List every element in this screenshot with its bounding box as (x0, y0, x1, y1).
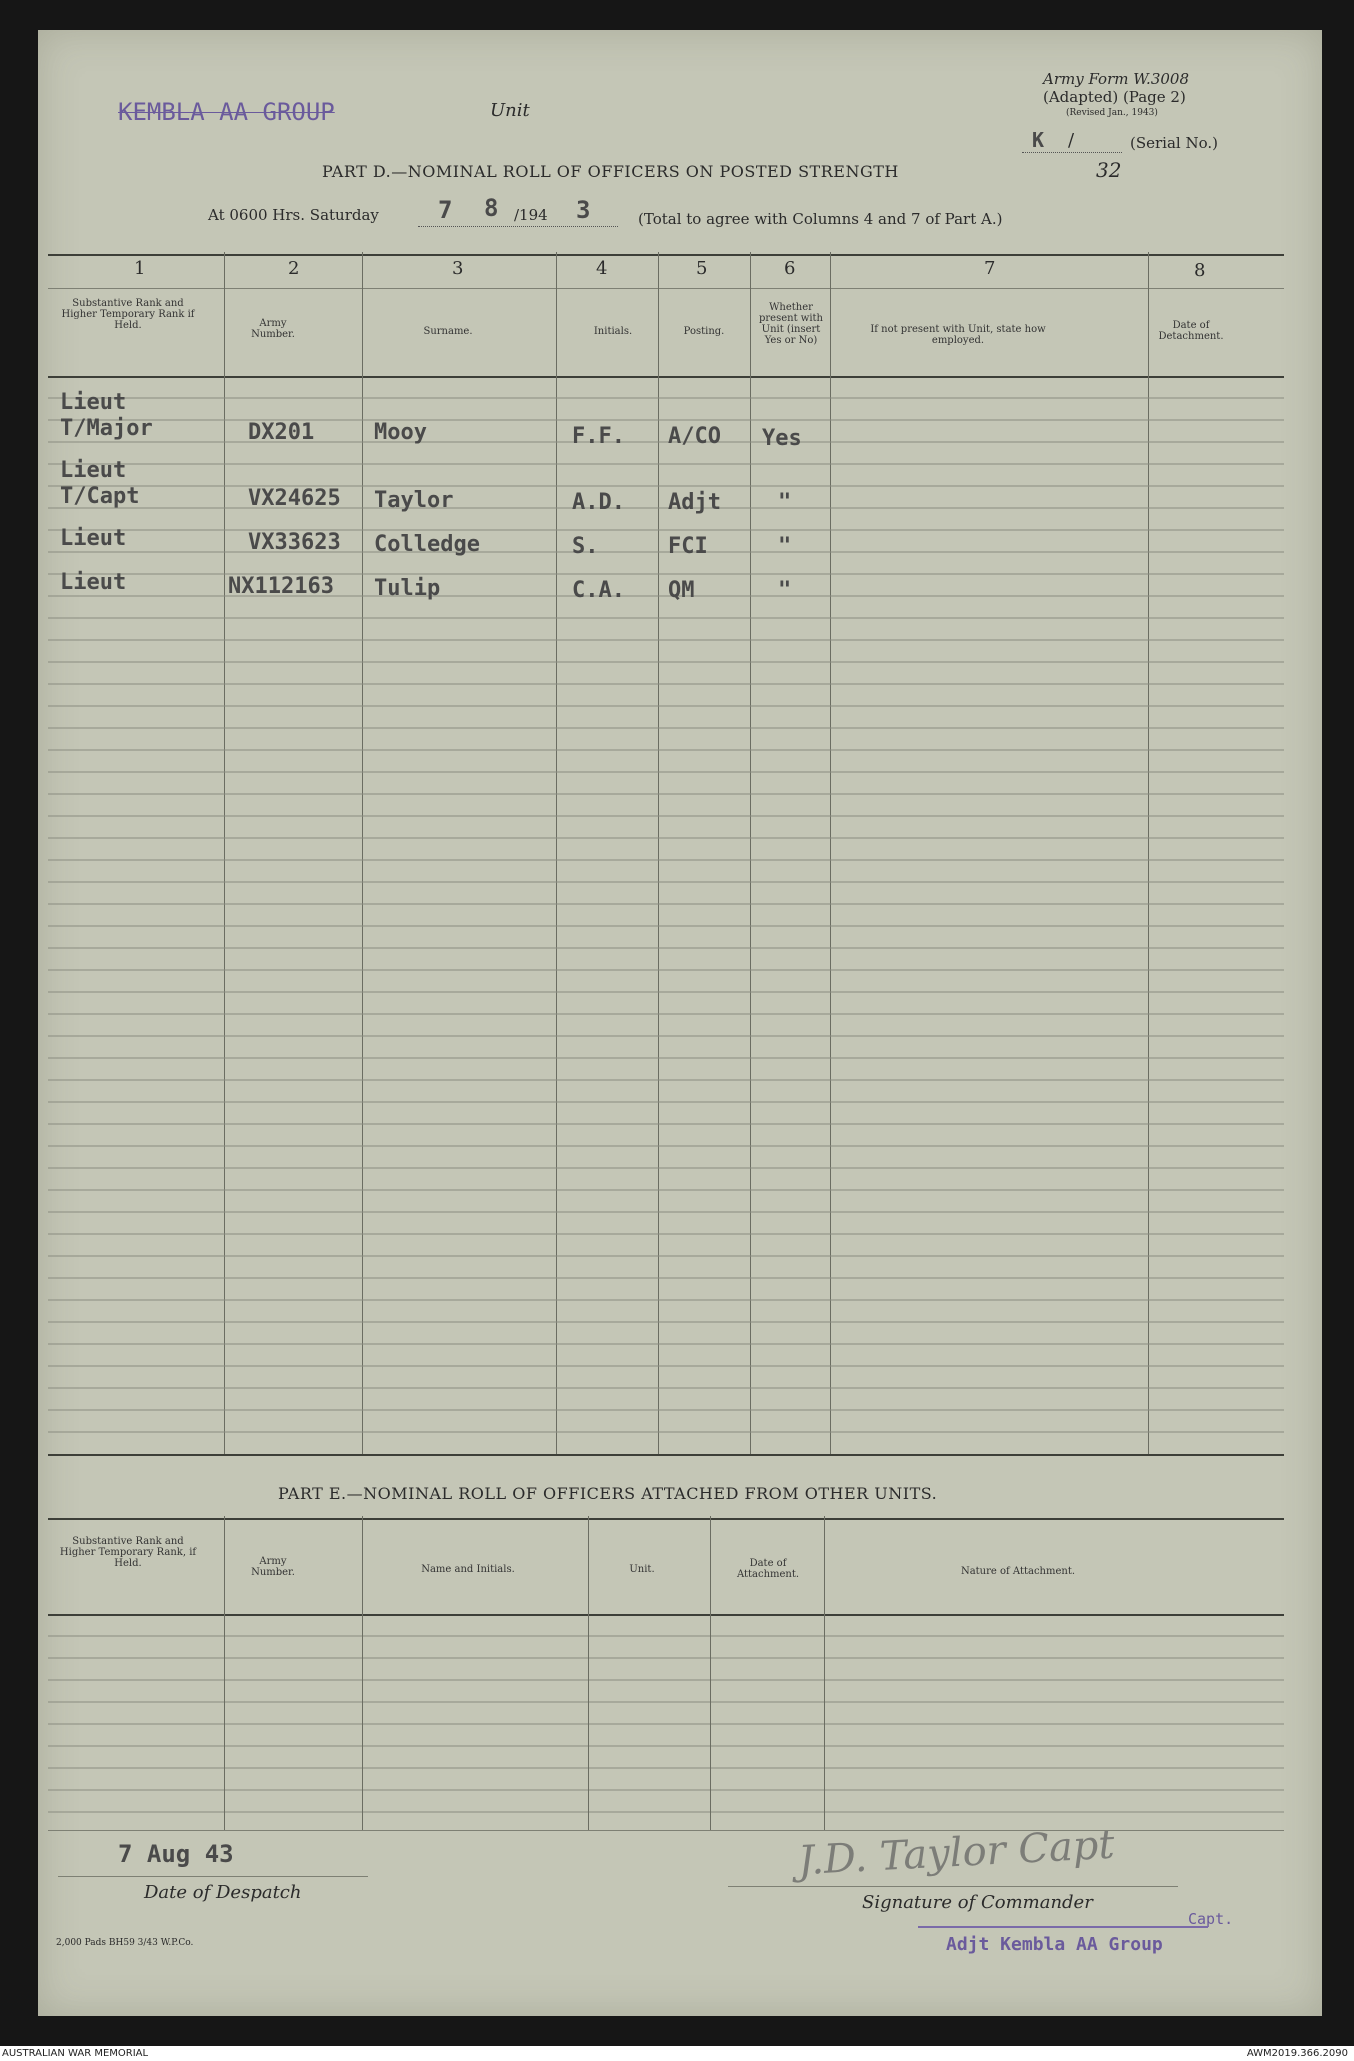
row-1-present: Yes (762, 426, 802, 451)
part-e-header-rank: Substantive Rank and Higher Temporary Rank, if Held. (59, 1536, 197, 1569)
form-revised: (Revised Jan., 1943) (1066, 108, 1158, 118)
capt-stamp: Capt. (1188, 1910, 1234, 1928)
col-num-6: 6 (784, 258, 796, 279)
commander-signature: J.D. Taylor Capt (797, 1821, 1116, 1885)
header-posting: Posting. (683, 326, 725, 337)
col-num-2: 2 (288, 258, 300, 279)
at-time-label: At 0600 Hrs. Saturday (208, 206, 379, 224)
despatch-date: 7 Aug 43 (118, 1840, 234, 1868)
despatch-underline (58, 1876, 368, 1877)
part-e-header-unit: Unit. (629, 1564, 655, 1575)
row-2-surname: Taylor (374, 488, 454, 513)
col-num-3: 3 (452, 258, 464, 279)
header-army-number: Army Number. (251, 318, 295, 340)
serial-number: 32 (1096, 158, 1122, 182)
row-4-posting: QM (668, 578, 695, 603)
row-4-army-number: NX112163 (228, 574, 334, 599)
part-e-header-army-number: Army Number. (251, 1556, 295, 1578)
year-digit: 3 (576, 196, 591, 224)
row-1-rank-line2: T/Major (60, 416, 153, 441)
archive-left: AUSTRALIAN WAR MEMORIAL (2, 2048, 149, 2059)
row-3-rank: Lieut (60, 526, 127, 551)
total-note: (Total to agree with Columns 4 and 7 of Part A.) (638, 210, 1003, 228)
stamp-line (918, 1926, 1208, 1928)
row-1-army-number: DX201 (248, 420, 315, 445)
row-3-army-number: VX33623 (248, 530, 341, 555)
archive-footer (0, 2046, 1354, 2061)
part-e-header-nature: Nature of Attachment. (960, 1566, 1076, 1577)
archive-right: AWM2019.366.2090 (1246, 2048, 1348, 2059)
row-3-initials: S. (572, 534, 599, 559)
header-initials: Initials. (593, 326, 633, 337)
header-present: Whether present with Unit (insert Yes or No) (758, 302, 823, 346)
header-detachment: Date of Detachment. (1158, 320, 1224, 342)
row-2-initials: A.D. (572, 490, 625, 515)
date-day: 7 (438, 196, 453, 224)
part-d-ruled-lines (38, 30, 1322, 2016)
printer-note: 2,000 Pads BH59 3/43 W.P.Co. (56, 1938, 194, 1948)
serial-prefix: K (1032, 128, 1045, 152)
col-num-5: 5 (696, 258, 708, 279)
unit-stamp: KEMBLA AA GROUP (118, 98, 335, 126)
row-4-initials: C.A. (572, 578, 625, 603)
col-num-7: 7 (984, 258, 996, 279)
date-month: 8 (484, 194, 499, 222)
col-num-4: 4 (596, 258, 608, 279)
part-d-title: PART D.—NOMINAL ROLL OF OFFICERS ON POSTED STRENGTH (322, 162, 899, 181)
col-num-1: 1 (134, 258, 146, 279)
part-e-header-name: Name and Initials. (421, 1564, 515, 1575)
signature-label: Signature of Commander (862, 1892, 1093, 1913)
part-e-header-date: Date of Attachment. (736, 1558, 800, 1580)
header-surname: Surname. (423, 326, 473, 337)
row-3-present: " (778, 534, 792, 559)
row-4-surname: Tulip (374, 576, 441, 601)
part-e-title: PART E.—NOMINAL ROLL OF OFFICERS ATTACHED FROM OTHER UNITS. (278, 1484, 938, 1503)
col-num-8: 8 (1194, 260, 1206, 281)
form-sheet (38, 30, 1322, 2016)
row-2-rank-line1: Lieut (60, 458, 127, 483)
row-3-surname: Colledge (374, 532, 480, 557)
row-1-surname: Mooy (374, 420, 427, 445)
row-2-army-number: VX24625 (248, 486, 341, 511)
row-4-rank: Lieut (60, 570, 127, 595)
form-number: Army Form W.3008 (1043, 70, 1189, 88)
despatch-label: Date of Despatch (144, 1882, 302, 1903)
header-rank: Substantive Rank and Higher Temporary Rank if Held. (61, 298, 195, 331)
year-prefix: /194 (514, 206, 548, 224)
row-1-initials: F.F. (572, 424, 625, 449)
signature-underline (728, 1886, 1178, 1887)
serial-label: (Serial No.) (1130, 134, 1218, 152)
header-employed: If not present with Unit, state how employed. (870, 324, 1046, 346)
unit-label: Unit (490, 100, 530, 121)
serial-slash: / (1068, 130, 1075, 151)
row-1-posting: A/CO (668, 424, 721, 449)
row-2-posting: Adjt (668, 490, 721, 515)
row-4-present: " (778, 578, 792, 603)
form-adapted: (Adapted) (Page 2) (1043, 88, 1186, 106)
row-3-posting: FCI (668, 534, 708, 559)
row-1-rank-line1: Lieut (60, 390, 127, 415)
row-2-rank-line2: T/Capt (60, 484, 140, 509)
adjt-stamp: Adjt Kembla AA Group (946, 1934, 1163, 1955)
row-2-present: " (778, 490, 792, 515)
